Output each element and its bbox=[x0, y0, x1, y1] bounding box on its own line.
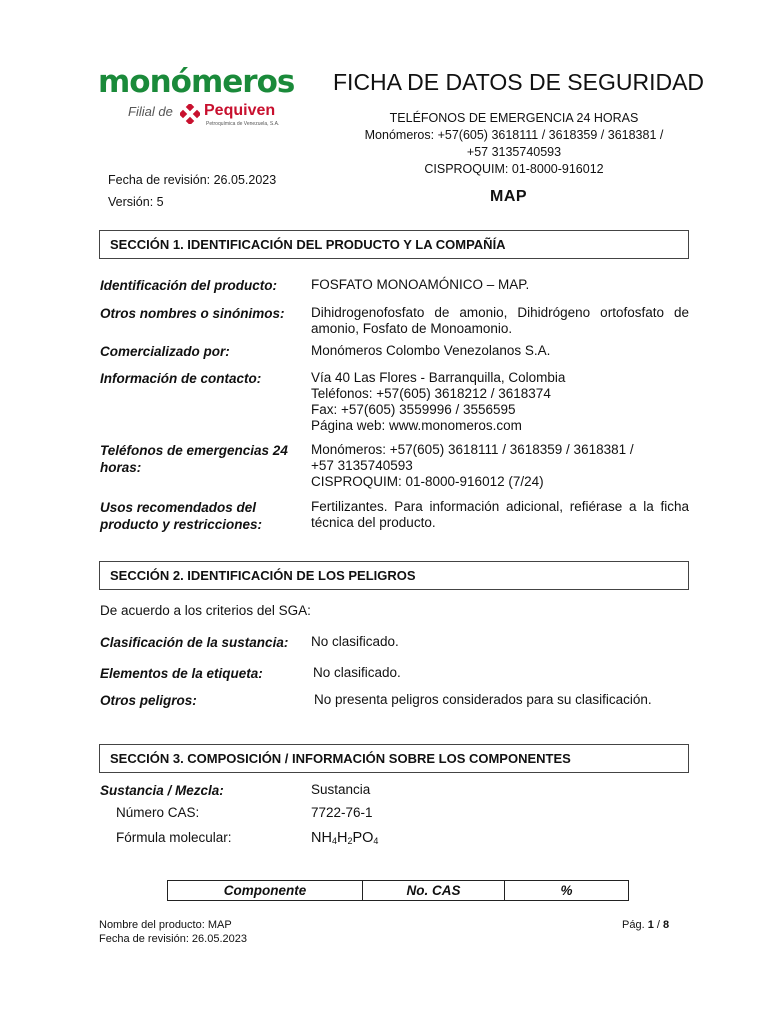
pequiven-logo-icon bbox=[180, 104, 200, 124]
value-emergency-line-1: Monómeros: +57(605) 3618111 / 3618359 / 3618381 / bbox=[311, 442, 634, 457]
monomeros-logo: monómeros bbox=[98, 64, 295, 100]
label-cas-number: Número CAS: bbox=[116, 805, 200, 820]
label-molecular-formula: Fórmula molecular: bbox=[116, 830, 232, 845]
footer-page-number: Pág. 1 / 8 bbox=[622, 919, 670, 931]
version: Versión: 5 bbox=[108, 195, 164, 209]
label-recommended-uses: Usos recomendados del producto y restricciones: bbox=[100, 500, 263, 532]
section-2-heading: SECCIÓN 2. IDENTIFICACIÓN DE LOS PELIGROS bbox=[99, 561, 689, 590]
emergency-title: TELÉFONOS DE EMERGENCIA 24 HORAS bbox=[389, 111, 639, 125]
emergency-line-1: Monómeros: +57(605) 3618111 / 3618359 / 3618381 / bbox=[364, 128, 664, 142]
footer-revision-date: Fecha de revisión: 26.05.2023 bbox=[99, 933, 247, 945]
label-other-hazards: Otros peligros: bbox=[100, 693, 197, 708]
components-table bbox=[167, 880, 629, 901]
value-emergency-line-2: +57 3135740593 bbox=[311, 458, 413, 473]
label-marketed-by: Comercializado por: bbox=[100, 344, 230, 359]
value-molecular-formula: $NH_4H_2PO_4$ bbox=[311, 830, 379, 846]
sga-intro: De acuerdo a los criterios del SGA: bbox=[100, 603, 311, 618]
section-1-heading: SECCIÓN 1. IDENTIFICACIÓN DEL PRODUCTO Y LA COMPAÑÍA bbox=[99, 230, 689, 259]
value-classification: No clasificado. bbox=[311, 634, 399, 649]
pequiven-name: Pequiven bbox=[204, 102, 276, 119]
value-marketed-by: Monómeros Colombo Venezolanos S.A. bbox=[311, 343, 551, 358]
footer-product-name: Nombre del producto: MAP bbox=[99, 919, 232, 931]
value-emergency-line-3: CISPROQUIM: 01-8000-916012 (7/24) bbox=[311, 474, 544, 489]
label-substance-mixture: Sustancia / Mezcla: bbox=[100, 783, 224, 798]
value-other-hazards: No presenta peligros considerados para su clasificación. bbox=[314, 692, 652, 707]
value-synonyms: Dihidrogenofosfato de amonio, Dihidrógeno ortofosfato de amonio, Fosfato de Monoamonio. bbox=[311, 305, 689, 336]
emergency-line-3: CISPROQUIM: 01-8000-916012 bbox=[424, 162, 604, 176]
value-contact-fax: Fax: +57(605) 3559996 / 3556595 bbox=[311, 402, 516, 417]
label-contact: Información de contacto: bbox=[100, 371, 262, 386]
label-synonyms: Otros nombres o sinónimos: bbox=[100, 306, 285, 321]
value-recommended-uses: Fertilizantes. Para información adicional, refiérase a la ficha técnica del producto. bbox=[311, 499, 689, 530]
pequiven-subtitle: Petroquímica de Venezuela, S.A. bbox=[206, 121, 280, 127]
label-emergency-phones: Teléfonos de emergencias 24 horas: bbox=[100, 443, 288, 475]
value-contact-address: Vía 40 Las Flores - Barranquilla, Colombia bbox=[311, 370, 566, 385]
section-3-heading: SECCIÓN 3. COMPOSICIÓN / INFORMACIÓN SOBRE LOS COMPONENTES bbox=[99, 744, 689, 773]
value-contact-phones: Teléfonos: +57(605) 3618212 / 3618374 bbox=[311, 386, 551, 401]
document-title: FICHA DE DATOS DE SEGURIDAD bbox=[333, 69, 705, 95]
value-cas-number: 7722-76-1 bbox=[311, 805, 373, 820]
revision-date: Fecha de revisión: 26.05.2023 bbox=[108, 173, 277, 187]
emergency-line-2: +57 3135740593 bbox=[466, 145, 562, 159]
table-header-percent: % bbox=[560, 883, 573, 898]
label-product-id: Identificación del producto: bbox=[100, 278, 278, 293]
label-classification: Clasificación de la sustancia: bbox=[100, 635, 289, 650]
filial-label: Filial de bbox=[128, 104, 173, 119]
table-header-cas: No. CAS bbox=[406, 883, 461, 898]
label-label-elements: Elementos de la etiqueta: bbox=[100, 666, 263, 681]
value-contact-web: Página web: www.monomeros.com bbox=[311, 418, 522, 433]
value-label-elements: No clasificado. bbox=[313, 665, 401, 680]
table-header-component: Componente bbox=[223, 883, 307, 898]
product-code: MAP bbox=[490, 188, 528, 205]
value-product-id: FOSFATO MONOAMÓNICO – MAP. bbox=[311, 277, 530, 292]
value-substance-mixture: Sustancia bbox=[311, 782, 371, 797]
